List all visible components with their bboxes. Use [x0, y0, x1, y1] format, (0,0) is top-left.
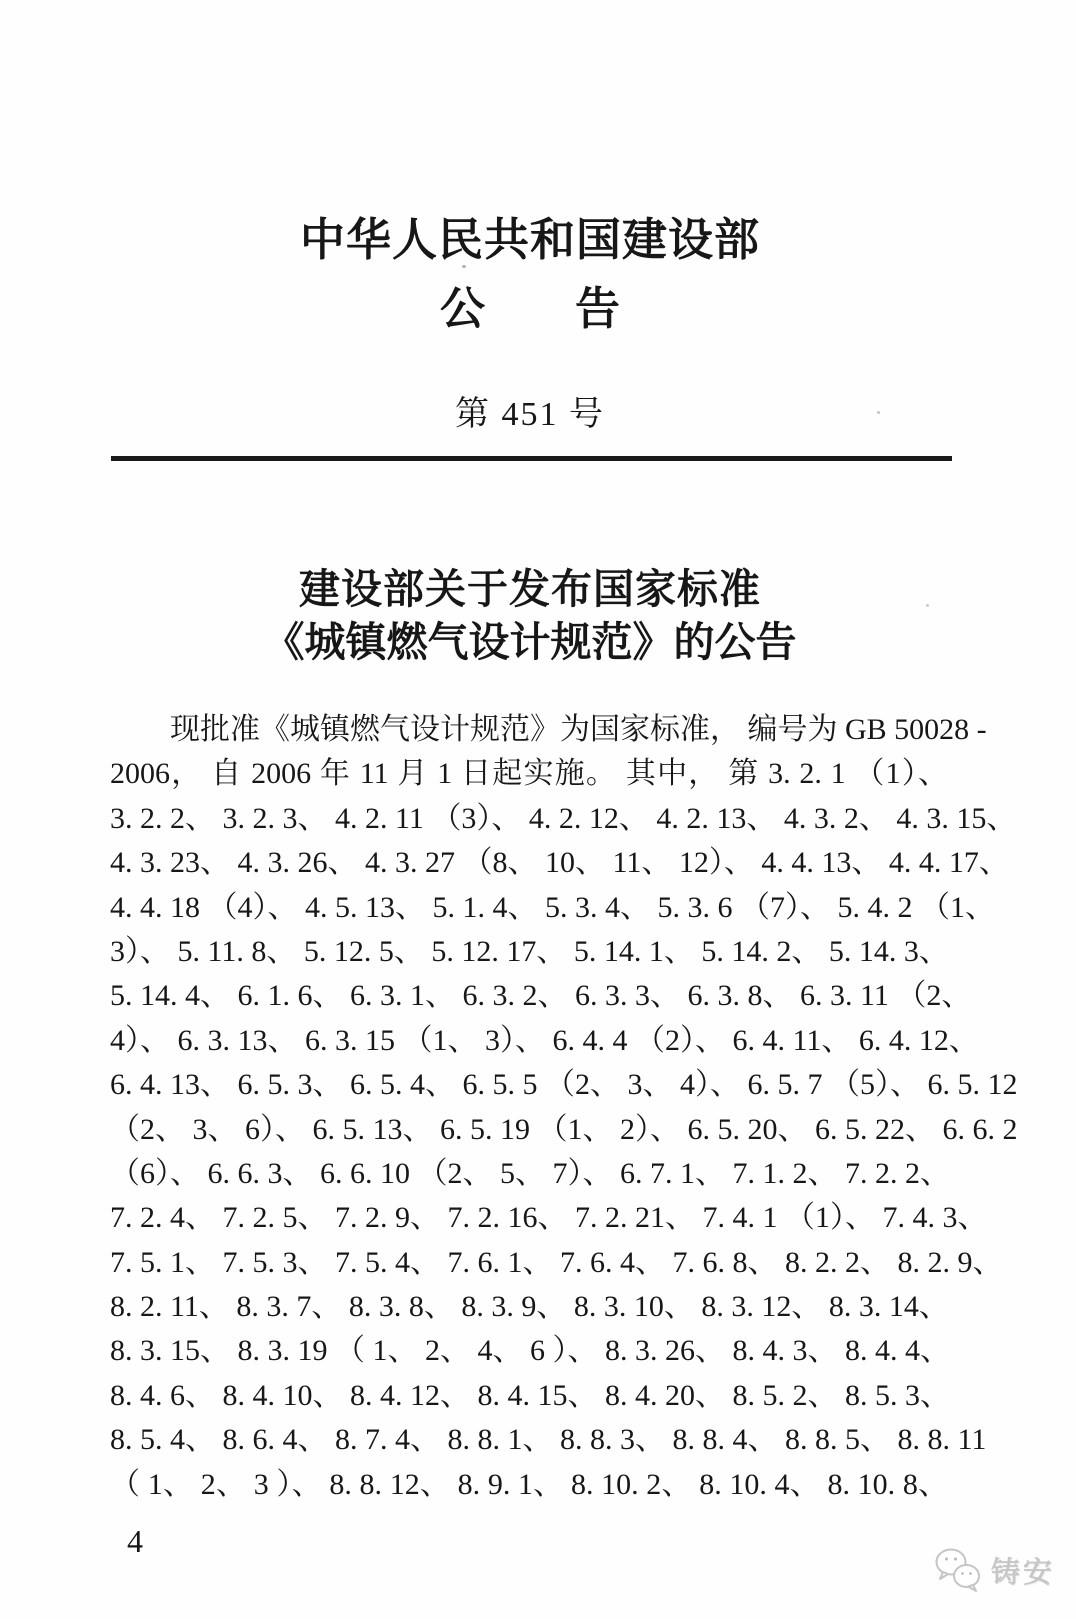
- watermark-text: 铸安: [991, 1556, 1056, 1589]
- ministry-title: 中华人民共和国建设部: [299, 215, 760, 265]
- body-line: 8. 4. 6、 8. 4. 10、 8. 4. 12、 8. 4. 15、 8. 4. 20、 8. 5. 2、 8. 5. 3、: [110, 1378, 950, 1412]
- announcement-title-line1: 建设部关于发布国家标准: [299, 566, 761, 612]
- body-line: 2006， 自 2006 年 11 月 1 日起实施。 其中， 第 3. 2. 1 （1）、: [110, 757, 948, 791]
- body-line: 5. 14. 4、 6. 1. 6、 6. 3. 1、 6. 3. 2、 6. 3. 3、 6. 3. 8、 6. 3. 11 （2、: [110, 979, 972, 1013]
- body-line: 现批准《城镇燃气设计规范》为国家标准， 编号为 GB 50028 -: [170, 713, 987, 746]
- body-line: 4）、 6. 3. 13、 6. 3. 15 （1、 3）、 6. 4. 4 （2）、 6. 4. 11、 6. 4. 12、: [110, 1023, 979, 1057]
- body-line: 8. 3. 15、 8. 3. 19 （ 1、 2、 4、 6 ）、 8. 3. 26、 8. 4. 3、 8. 4. 4、: [110, 1334, 950, 1368]
- body-line: 7. 2. 4、 7. 2. 5、 7. 2. 9、 7. 2. 16、 7. 2. 21、 7. 4. 1 （1）、 7. 4. 3、: [110, 1201, 988, 1235]
- body-line: 8. 2. 11、 8. 3. 7、 8. 3. 8、 8. 3. 9、 8. 3. 10、 8. 3. 12、 8. 3. 14、: [110, 1290, 949, 1324]
- body-line: 4. 3. 23、 4. 3. 26、 4. 3. 27 （8、 10、 11、 12）、 4. 4. 13、 4. 4. 17、: [110, 846, 1009, 880]
- announcement-title-line2: 《城镇燃气设计规范》的公告: [263, 619, 797, 665]
- announcement-body: [110, 708, 1018, 1507]
- header-divider-rule: [111, 456, 952, 461]
- scan-speck: [462, 265, 466, 268]
- scan-speck: [877, 411, 880, 414]
- page-number: 4: [127, 1523, 143, 1559]
- body-line: （6）、 6. 6. 3、 6. 6. 10 （2、 5、 7）、 6. 7. 1、 7. 1. 2、 7. 2. 2、: [110, 1156, 950, 1190]
- body-line: 4. 4. 18 （4）、 4. 5. 13、 5. 1. 4、 5. 3. 4、 5. 3. 6 （7）、 5. 4. 2 （1、: [110, 890, 995, 924]
- wechat-logo-icon: [933, 1547, 985, 1593]
- body-line: 3. 2. 2、 3. 2. 3、 4. 2. 11 （3）、 4. 2. 12、 4. 2. 13、 4. 3. 2、 4. 3. 15、: [110, 801, 1017, 835]
- body-line: 3）、 5. 11. 8、 5. 12. 5、 5. 12. 17、 5. 14. 1、 5. 14. 2、 5. 14. 3、: [110, 934, 949, 968]
- notice-type-title: 公 告: [439, 284, 620, 334]
- body-line: 8. 5. 4、 8. 6. 4、 8. 7. 4、 8. 8. 1、 8. 8. 3、 8. 8. 4、 8. 8. 5、 8. 8. 11: [110, 1423, 987, 1457]
- watermark: [933, 1547, 1055, 1593]
- scan-speck: [926, 604, 929, 607]
- document-number: 第 451 号: [455, 396, 605, 433]
- body-line: 6. 4. 13、 6. 5. 3、 6. 5. 4、 6. 5. 5 （2、 3、 4）、 6. 5. 7 （5）、 6. 5. 12: [110, 1068, 1018, 1102]
- body-line: （ 1、 2、 3 ）、 8. 8. 12、 8. 9. 1、 8. 10. 2、 8. 10. 4、 8. 10. 8、: [110, 1467, 948, 1501]
- body-line: 7. 5. 1、 7. 5. 3、 7. 5. 4、 7. 6. 1、 7. 6. 4、 7. 6. 8、 8. 2. 2、 8. 2. 9、: [110, 1245, 1003, 1279]
- body-line: （2、 3、 6）、 6. 5. 13、 6. 5. 19 （1、 2）、 6. 5. 20、 6. 5. 22、 6. 6. 2: [110, 1112, 1018, 1146]
